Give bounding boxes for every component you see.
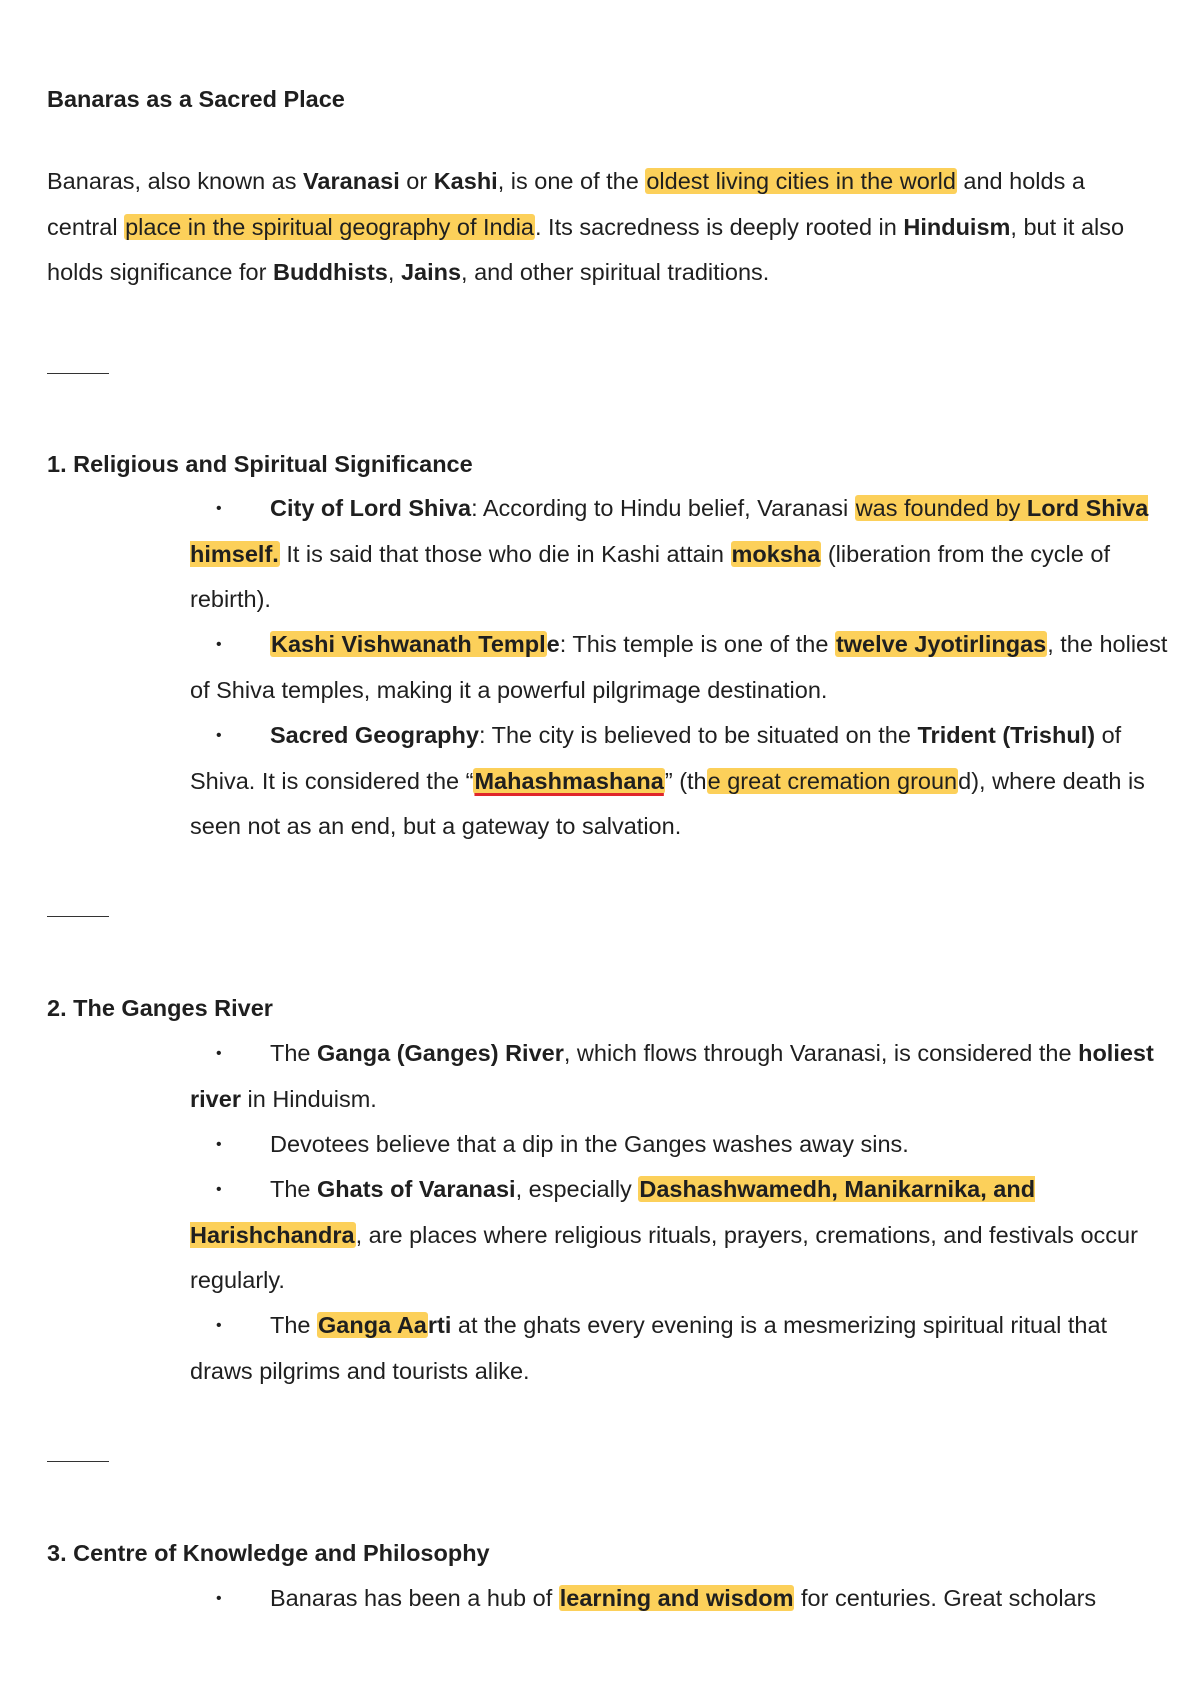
section-heading: 1. Religious and Spiritual Significance — [47, 451, 473, 477]
bullet-icon: • — [216, 1045, 222, 1062]
bullet-icon: • — [216, 1181, 222, 1198]
bullet-icon: • — [216, 636, 222, 653]
section-heading: 3. Centre of Knowledge and Philosophy — [47, 1540, 490, 1566]
highlight: Kashi Vishwanath Templ — [271, 631, 546, 657]
document-title: Banaras as a Sacred Place — [47, 86, 345, 112]
highlight: was founded by Lord Shiva himself. — [190, 495, 1149, 567]
bullet-icon: • — [216, 500, 222, 517]
bullet-icon: • — [216, 727, 222, 744]
bullet-icon: • — [216, 1317, 222, 1334]
intro-paragraph: Banaras, also known as Varanasi or Kashi, is one of the oldest living cities in the world and holds a central place in the spiritual geography of India. Its sacredness is deeply rooted in Hinduism, but it also holds significance for Buddhists, Jains, and other spiritual traditions. — [47, 168, 1125, 285]
list-item: • The Ganga (Ganges) River, which flows through Varanasi, is considered the holiest river in Hinduism. — [190, 1031, 1170, 1122]
list-item: • The Ganga Aarti at the ghats every evening is a mesmerizing spiritual ritual that draws pilgrims and tourists alike. — [190, 1303, 1170, 1394]
bullet-icon: • — [216, 1590, 222, 1607]
highlight: place in the spiritual geography of India — [125, 213, 534, 240]
section-heading: 2. The Ganges River — [47, 995, 273, 1021]
list-item: • City of Lord Shiva: According to Hindu belief, Varanasi was founded by Lord Shiva himself. It is said that those who die in Kashi attain moksha (liberation from the cycle of rebirth). — [190, 486, 1170, 623]
divider — [47, 373, 109, 374]
highlight: oldest living cities in the world — [646, 168, 956, 194]
bullet-icon: • — [216, 1136, 222, 1153]
highlight: Dashashwamedh, Manikarnika, and Harishchandra — [190, 1176, 1036, 1248]
highlight: Mahashmashana — [474, 767, 664, 794]
highlight: learning and wisdom — [559, 1585, 794, 1611]
divider — [47, 1461, 109, 1462]
list-item: • The Ghats of Varanasi, especially Dashashwamedh, Manikarnika, and Harishchandra, are places where religious rituals, prayers, cremations, and festivals occur regularly. — [190, 1167, 1170, 1304]
highlight: twelve Jyotirlingas — [835, 631, 1047, 657]
list-item: • Sacred Geography: The city is believed to be situated on the Trident (Trishul) of Shiva. It is considered the “Mahashmashana” (the great cremation ground), where death is seen not as an end, but a gateway to salvation. — [190, 713, 1170, 850]
highlight: moksha — [731, 540, 821, 567]
list-item: • Devotees believe that a dip in the Ganges washes away sins. — [190, 1122, 1170, 1168]
divider — [47, 916, 109, 917]
list-item: • Kashi Vishwanath Temple: This temple is one of the twelve Jyotirlingas, the holiest of Shiva temples, making it a powerful pilgrimage destination. — [190, 622, 1170, 713]
list-item: • Banaras has been a hub of learning and wisdom for centuries. Great scholars — [190, 1576, 1170, 1622]
highlight: Ganga Aa — [318, 1312, 427, 1338]
highlight: e great cremation groun — [707, 767, 958, 794]
